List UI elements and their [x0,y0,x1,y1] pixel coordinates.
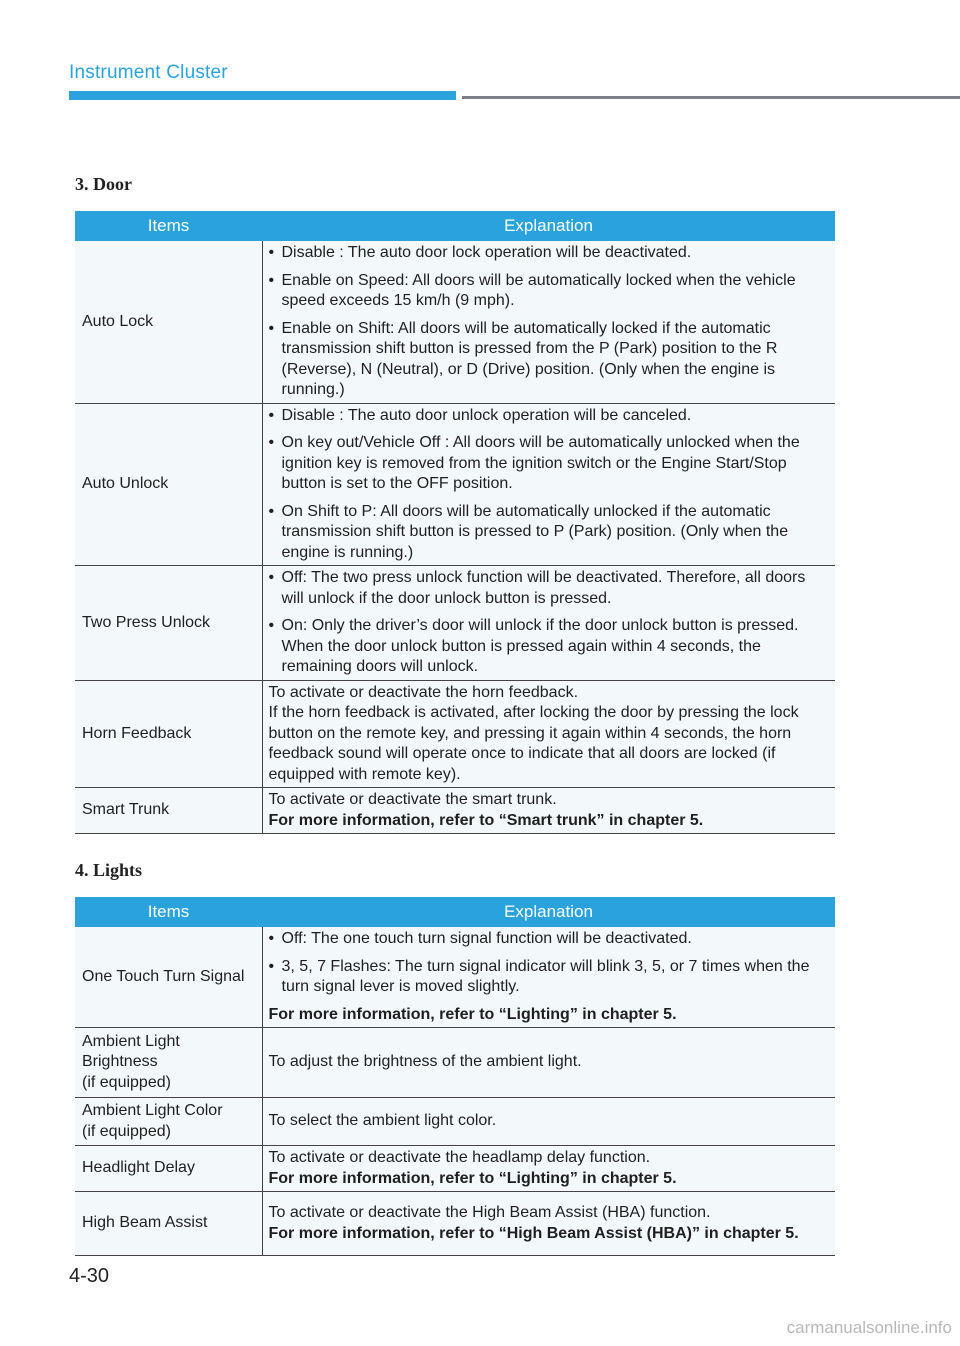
list-item: • Enable on Speed: All doors will be automatically locked when the vehicle speed exceeds 15 km/h (9 mph). [269,271,832,312]
explanation-text: To activate or deactivate the horn feedback. [268,683,579,701]
item-two-press-unlock: Two Press Unlock [75,566,262,681]
item-horn-feedback: Horn Feedback [75,680,262,788]
explanation-cell [262,241,835,403]
column-header-explanation: Explanation [262,897,835,927]
explanation-text: To select the ambient light color. [268,1112,497,1130]
explanation-cell [262,680,835,788]
list-item: • Off: The two press unlock function will be deactivated. Therefore, all doors will unlock if the door unlock button is pressed. [269,568,832,609]
item-one-touch-turn-signal: One Touch Turn Signal [75,927,262,1028]
item-headlight-delay: Headlight Delay [75,1146,262,1192]
reference-note: For more information, refer to “High Beam Assist (HBA)” in chapter 5. [268,1224,799,1242]
item-ambient-light-color [75,1098,262,1146]
header-accent-bar [69,91,456,100]
table-row [75,1098,835,1146]
list-item: • Disable : The auto door lock operation will be deactivated. [269,243,832,264]
header-rule [462,96,960,99]
list-item: • Disable : The auto door unlock operation will be canceled. [269,406,832,427]
table-header-row [75,897,835,927]
explanation-cell [262,788,835,834]
item-label-line: Ambient Light Color [82,1102,223,1119]
table-row [75,927,835,1028]
explanation-cell [262,1192,835,1256]
item-label-line: (if equipped) [82,1122,171,1140]
item-auto-lock: Auto Lock [75,241,262,403]
item-label-line: Brightness [82,1053,158,1071]
explanation-cell [262,927,835,1028]
reference-note: For more information, refer to “Lighting” in chapter 5. [268,1005,677,1023]
door-section-title: 3. Door [75,174,132,194]
list-item: • Off: The one touch turn signal function will be deactivated. [269,929,832,950]
reference-note: For more information, refer to “Smart trunk” in chapter 5. [268,811,704,829]
column-header-items: Items [75,211,262,241]
table-row [75,1192,835,1256]
table-row [75,241,835,403]
item-auto-unlock: Auto Unlock [75,403,262,566]
table-row [75,1146,835,1192]
table-row [75,680,835,788]
explanation-text: To activate or deactivate the High Beam Assist (HBA) function. [268,1204,711,1221]
item-label-line: (if equipped) [82,1073,171,1091]
column-header-items: Items [75,897,262,927]
list-item: • Enable on Shift: All doors will be automatically locked if the automatic transmission shift button is pressed from the P (Park) position to the R (Reverse), N (Neutral), or D (Drive) position. (Only when the engine is running.) [269,319,832,401]
watermark-text: carmanualsonline.info [786,1318,952,1337]
door-settings-table [75,211,835,834]
explanation-cell [262,566,835,681]
table-row [75,788,835,834]
table-header-row [75,211,835,241]
list-item: • On: Only the driver’s door will unlock if the door unlock button is pressed. When the door unlock button is pressed again within 4 seconds, the remaining doors will unlock. [269,616,832,678]
explanation-cell [262,1146,835,1192]
explanation-text: To activate or deactivate the headlamp delay function. [268,1149,651,1166]
list-item: • 3, 5, 7 Flashes: The turn signal indicator will blink 3, 5, or 7 times when the turn signal lever is moved slightly. [269,957,832,998]
page-number: 4-30 [69,1265,110,1287]
lights-section-title: 4. Lights [75,860,143,880]
list-item: • On Shift to P: All doors will be automatically unlocked if the automatic transmission shift button is pressed to P (Park) position. (Only when the engine is running.) [269,502,832,564]
explanation-text: If the horn feedback is activated, after locking the door by pressing the lock button on the remote key, and pressing it again within 4 seconds, the horn feedback sound will operate once to indicate that all doors are locked (if equipped with remote key). [268,704,799,783]
table-row [75,1028,835,1098]
table-row [75,403,835,566]
item-smart-trunk: Smart Trunk [75,788,262,834]
explanation-cell [262,1098,835,1146]
item-ambient-light-brightness [75,1028,262,1098]
list-item: • On key out/Vehicle Off : All doors will be automatically unlocked when the ignition key is removed from the ignition switch or the Engine Start/Stop button is set to the OFF position. [269,433,832,495]
explanation-text: To adjust the brightness of the ambient light. [268,1053,582,1071]
explanation-cell [262,403,835,566]
table-row [75,566,835,681]
explanation-cell [262,1028,835,1098]
item-label-line: Ambient Light [82,1032,180,1050]
item-high-beam-assist: High Beam Assist [75,1192,262,1256]
explanation-text: To activate or deactivate the smart trunk. [268,791,557,808]
lights-settings-table [75,897,835,1256]
column-header-explanation: Explanation [262,211,835,241]
section-header-title: Instrument Cluster [69,62,228,83]
reference-note: For more information, refer to “Lighting” in chapter 5. [268,1169,677,1187]
